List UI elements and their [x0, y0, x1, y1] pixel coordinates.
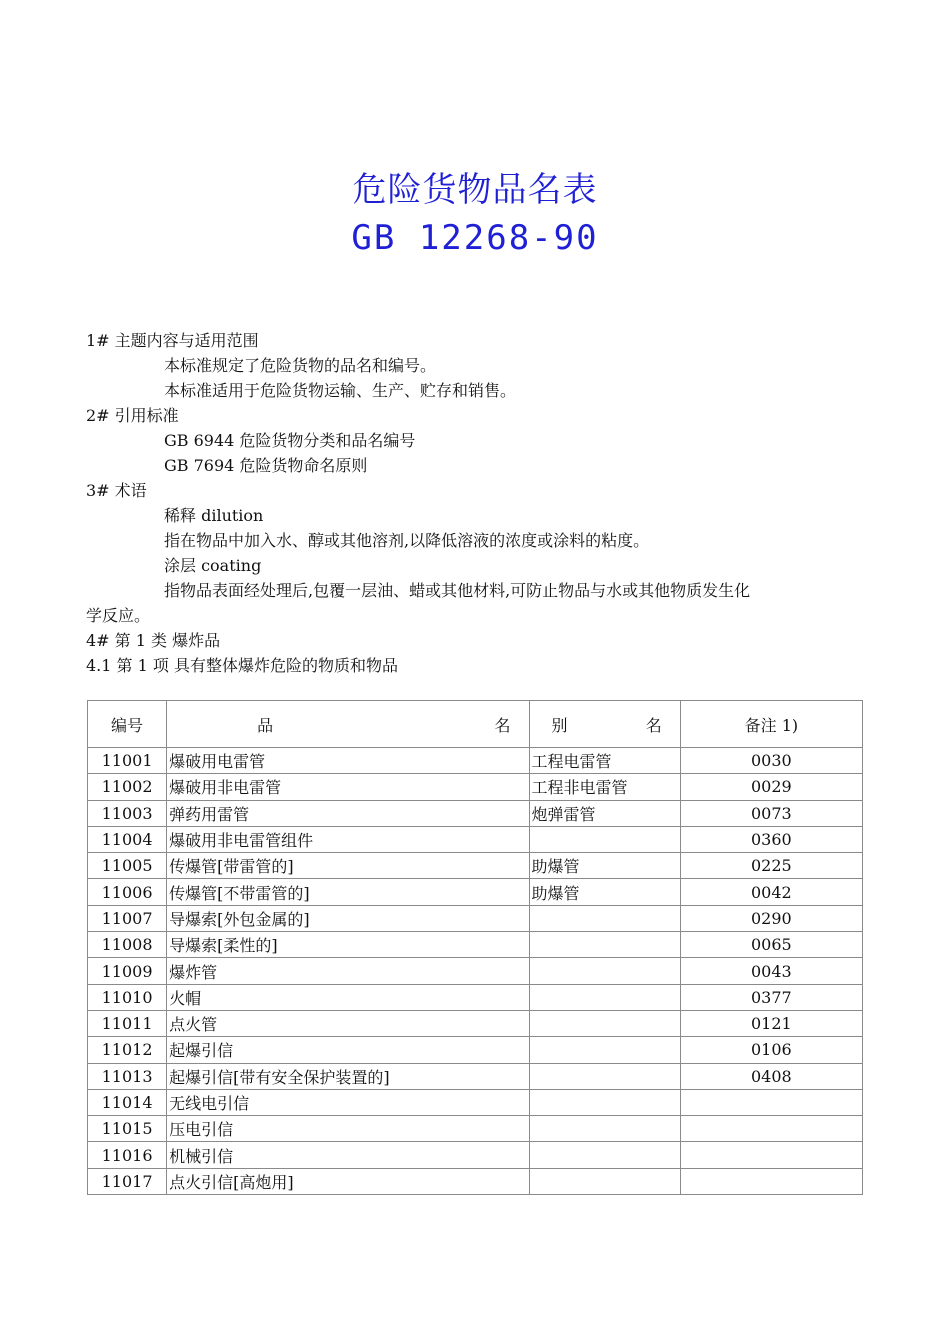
table-row [88, 826, 863, 852]
cell-note: 0290 [680, 905, 862, 931]
cell-alias [529, 1063, 680, 1089]
cell-no: 11006 [88, 879, 167, 905]
header-alias-char1: 别 [551, 715, 568, 735]
cell-name: 起爆引信[带有安全保护装置的] [167, 1063, 529, 1089]
goods-table [87, 700, 863, 1195]
cell-note: 0042 [680, 879, 862, 905]
table-row [88, 1142, 863, 1168]
section-1-heading: 1# 主题内容与适用范围 [86, 331, 259, 350]
cell-alias [529, 1168, 680, 1194]
cell-alias [529, 984, 680, 1010]
cell-alias: 工程非电雷管 [529, 774, 680, 800]
cell-note [680, 1089, 862, 1115]
cell-note [680, 1168, 862, 1194]
cell-name: 起爆引信 [167, 1037, 529, 1063]
cell-alias: 助爆管 [529, 853, 680, 879]
cell-no: 11004 [88, 826, 167, 852]
cell-alias [529, 958, 680, 984]
table-row [88, 984, 863, 1010]
cell-note: 0043 [680, 958, 862, 984]
cell-alias [529, 905, 680, 931]
cell-no: 11014 [88, 1089, 167, 1115]
table-row [88, 1089, 863, 1115]
section-1-paragraph: 本标准规定了危险货物的品名和编号。 [164, 356, 437, 375]
standard-code: GB 12268-90 [351, 218, 599, 258]
term-definition: 指物品表面经处理后,包覆一层油、蜡或其他材料,可防止物品与水或其他物质发生化 [164, 581, 751, 600]
section-3-heading: 3# 术语 [86, 481, 147, 500]
table-row [88, 1063, 863, 1089]
cell-no: 11001 [88, 748, 167, 774]
cell-alias [529, 1010, 680, 1036]
cell-no: 11015 [88, 1116, 167, 1142]
table-row [88, 853, 863, 879]
cell-no: 11009 [88, 958, 167, 984]
cell-no: 11005 [88, 853, 167, 879]
cell-alias: 工程电雷管 [529, 748, 680, 774]
reference-item: GB 7694 危险货物命名原则 [164, 456, 368, 475]
cell-name: 点火引信[高炮用] [167, 1168, 529, 1194]
cell-note: 0408 [680, 1063, 862, 1089]
cell-name: 点火管 [167, 1010, 529, 1036]
cell-note: 0360 [680, 826, 862, 852]
table-row [88, 958, 863, 984]
cell-note: 0106 [680, 1037, 862, 1063]
header-note: 备注 1) [680, 701, 862, 748]
cell-note: 0225 [680, 853, 862, 879]
header-name-char1: 品 [257, 715, 274, 735]
section-4-1-heading: 4.1 第 1 项 具有整体爆炸危险的物质和物品 [86, 656, 398, 675]
cell-name: 爆炸管 [167, 958, 529, 984]
cell-name: 导爆索[柔性的] [167, 932, 529, 958]
term-definition-continued: 学反应。 [86, 606, 151, 625]
document-title: 危险货物品名表 [352, 170, 598, 210]
cell-note: 0073 [680, 800, 862, 826]
cell-alias [529, 1089, 680, 1115]
cell-note [680, 1116, 862, 1142]
cell-alias [529, 932, 680, 958]
cell-no: 11003 [88, 800, 167, 826]
cell-no: 11002 [88, 774, 167, 800]
table-header-row [88, 701, 863, 748]
cell-alias [529, 1142, 680, 1168]
table-row [88, 1010, 863, 1036]
table-row [88, 1037, 863, 1063]
section-1-paragraph: 本标准适用于危险货物运输、生产、贮存和销售。 [164, 381, 517, 400]
cell-name: 无线电引信 [167, 1089, 529, 1115]
table-row [88, 905, 863, 931]
table-row [88, 1168, 863, 1194]
header-name-char2: 名 [494, 715, 511, 735]
cell-name: 传爆管[不带雷管的] [167, 879, 529, 905]
goods-table-body [88, 748, 863, 1195]
cell-alias: 助爆管 [529, 879, 680, 905]
cell-note [680, 1142, 862, 1168]
header-no: 编号 [88, 701, 167, 748]
cell-name: 火帽 [167, 984, 529, 1010]
cell-alias [529, 826, 680, 852]
table-row [88, 800, 863, 826]
cell-name: 爆破用非电雷管组件 [167, 826, 529, 852]
cell-no: 11008 [88, 932, 167, 958]
term: 稀释 dilution [164, 506, 264, 525]
header-alias-char2: 名 [645, 715, 662, 735]
table-row [88, 932, 863, 958]
cell-name: 压电引信 [167, 1116, 529, 1142]
cell-no: 11012 [88, 1037, 167, 1063]
cell-no: 11007 [88, 905, 167, 931]
cell-alias: 炮弹雷管 [529, 800, 680, 826]
header-name [167, 701, 529, 748]
table-row [88, 774, 863, 800]
cell-no: 11010 [88, 984, 167, 1010]
reference-item: GB 6944 危险货物分类和品名编号 [164, 431, 416, 450]
cell-no: 11017 [88, 1168, 167, 1194]
cell-no: 11011 [88, 1010, 167, 1036]
cell-name: 导爆索[外包金属的] [167, 905, 529, 931]
cell-note: 0377 [680, 984, 862, 1010]
section-4-heading: 4# 第 1 类 爆炸品 [86, 631, 221, 650]
document-body [86, 328, 876, 678]
cell-note: 0121 [680, 1010, 862, 1036]
cell-alias [529, 1037, 680, 1063]
header-alias [529, 701, 680, 748]
cell-note: 0029 [680, 774, 862, 800]
term-definition: 指在物品中加入水、醇或其他溶剂,以降低溶液的浓度或涂料的粘度。 [164, 531, 650, 550]
table-row [88, 748, 863, 774]
cell-note: 0030 [680, 748, 862, 774]
cell-name: 弹药用雷管 [167, 800, 529, 826]
table-row [88, 879, 863, 905]
cell-name: 爆破用非电雷管 [167, 774, 529, 800]
cell-name: 传爆管[带雷管的] [167, 853, 529, 879]
table-row [88, 1116, 863, 1142]
cell-name: 爆破用电雷管 [167, 748, 529, 774]
cell-alias [529, 1116, 680, 1142]
cell-note: 0065 [680, 932, 862, 958]
term: 涂层 coating [164, 556, 262, 575]
section-2-heading: 2# 引用标准 [86, 406, 179, 425]
cell-no: 11016 [88, 1142, 167, 1168]
cell-no: 11013 [88, 1063, 167, 1089]
cell-name: 机械引信 [167, 1142, 529, 1168]
